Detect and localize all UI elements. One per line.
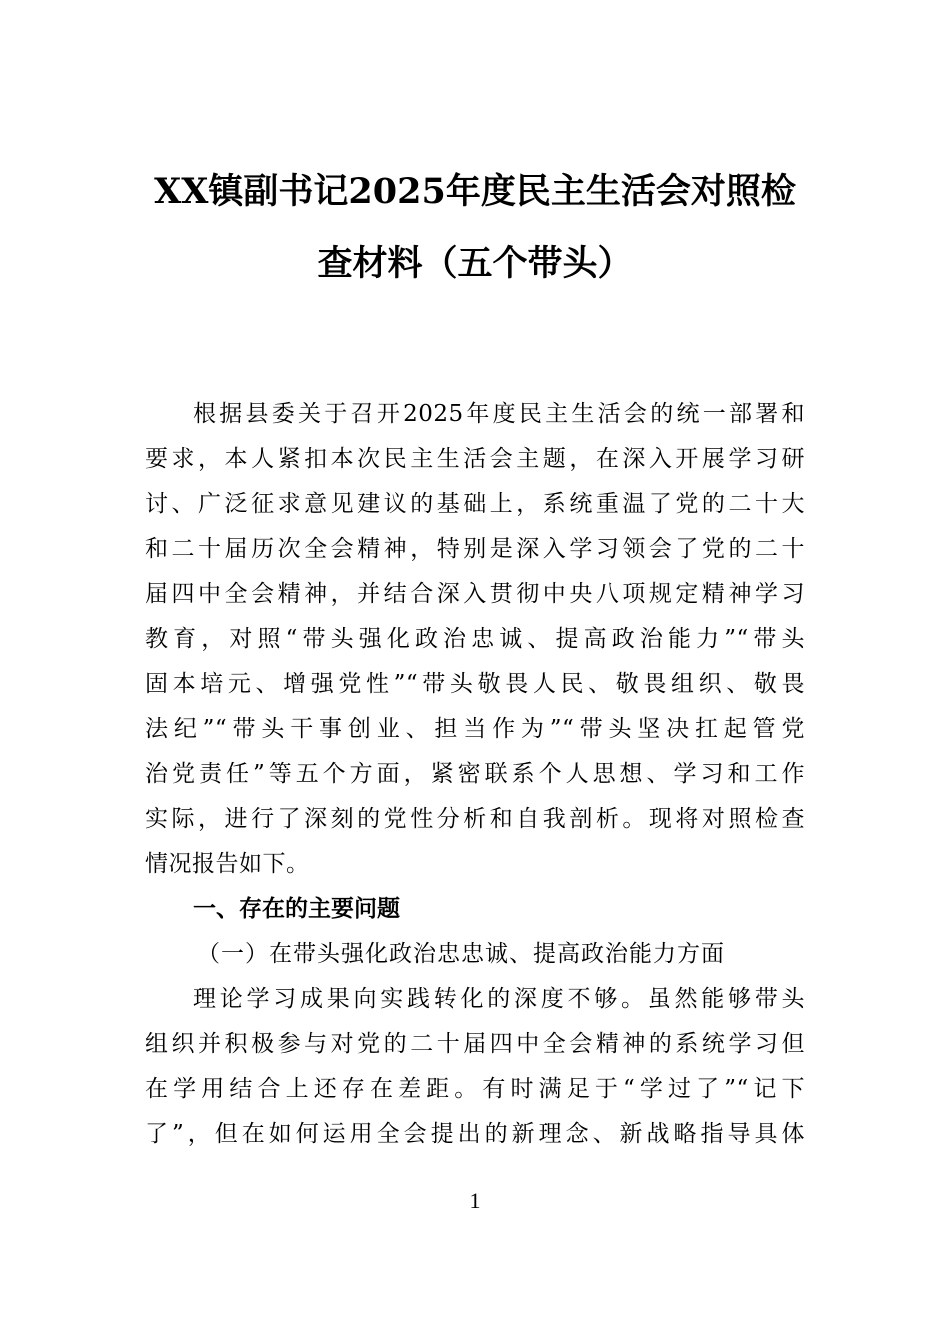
text-line: 情况报告如下。 bbox=[145, 851, 310, 877]
text-line: 理论学习成果向实践转化的深度不够。虽然能够带头 bbox=[193, 986, 805, 1012]
title-line: XX镇副书记2025年度民主生活会对照检 bbox=[154, 171, 796, 212]
text-line: 法纪”“带头干事创业、担当作为”“带头坚决扛起管党 bbox=[145, 716, 805, 742]
subsection-heading: （一）在带头强化政治忠忠诚、提高政治能力方面 bbox=[197, 941, 725, 967]
text-line: 教育，对照“带头强化政治忠诚、提高政治能力”“带头 bbox=[145, 626, 805, 652]
text-line: 组织并积极参与对党的二十届四中全会精神的系统学习但 bbox=[145, 1031, 805, 1057]
intro-paragraph bbox=[145, 392, 805, 887]
text-line: 届四中全会精神，并结合深入贯彻中央八项规定精神学习 bbox=[145, 581, 805, 607]
text-line: 了”，但在如何运用全会提出的新理念、新战略指导具体 bbox=[145, 1121, 805, 1147]
text-line: 治党责任”等五个方面，紧密联系个人思想、学习和工作 bbox=[145, 761, 805, 787]
text-line: 要求，本人紧扣本次民主生活会主题，在深入开展学习研 bbox=[145, 446, 805, 472]
document-body bbox=[145, 392, 805, 1157]
section-heading: 一、存在的主要问题 bbox=[193, 896, 400, 922]
text-line: 在学用结合上还存在差距。有时满足于“学过了”“记下 bbox=[145, 1076, 805, 1102]
page-number: 1 bbox=[469, 1188, 481, 1213]
title-line: 查材料（五个带头） bbox=[317, 243, 633, 284]
text-line: 和二十届历次全会精神，特别是深入学习领会了党的二十 bbox=[145, 536, 805, 562]
body-paragraph bbox=[145, 977, 805, 1157]
text-line: 实际，进行了深刻的党性分析和自我剖析。现将对照检查 bbox=[145, 806, 805, 832]
text-line: 根据县委关于召开2025年度民主生活会的统一部署和 bbox=[193, 401, 805, 427]
text-line: 讨、广泛征求意见建议的基础上，系统重温了党的二十大 bbox=[145, 491, 805, 517]
document-title bbox=[120, 156, 830, 300]
text-line: 固本培元、增强党性”“带头敬畏人民、敬畏组织、敬畏 bbox=[145, 671, 805, 697]
